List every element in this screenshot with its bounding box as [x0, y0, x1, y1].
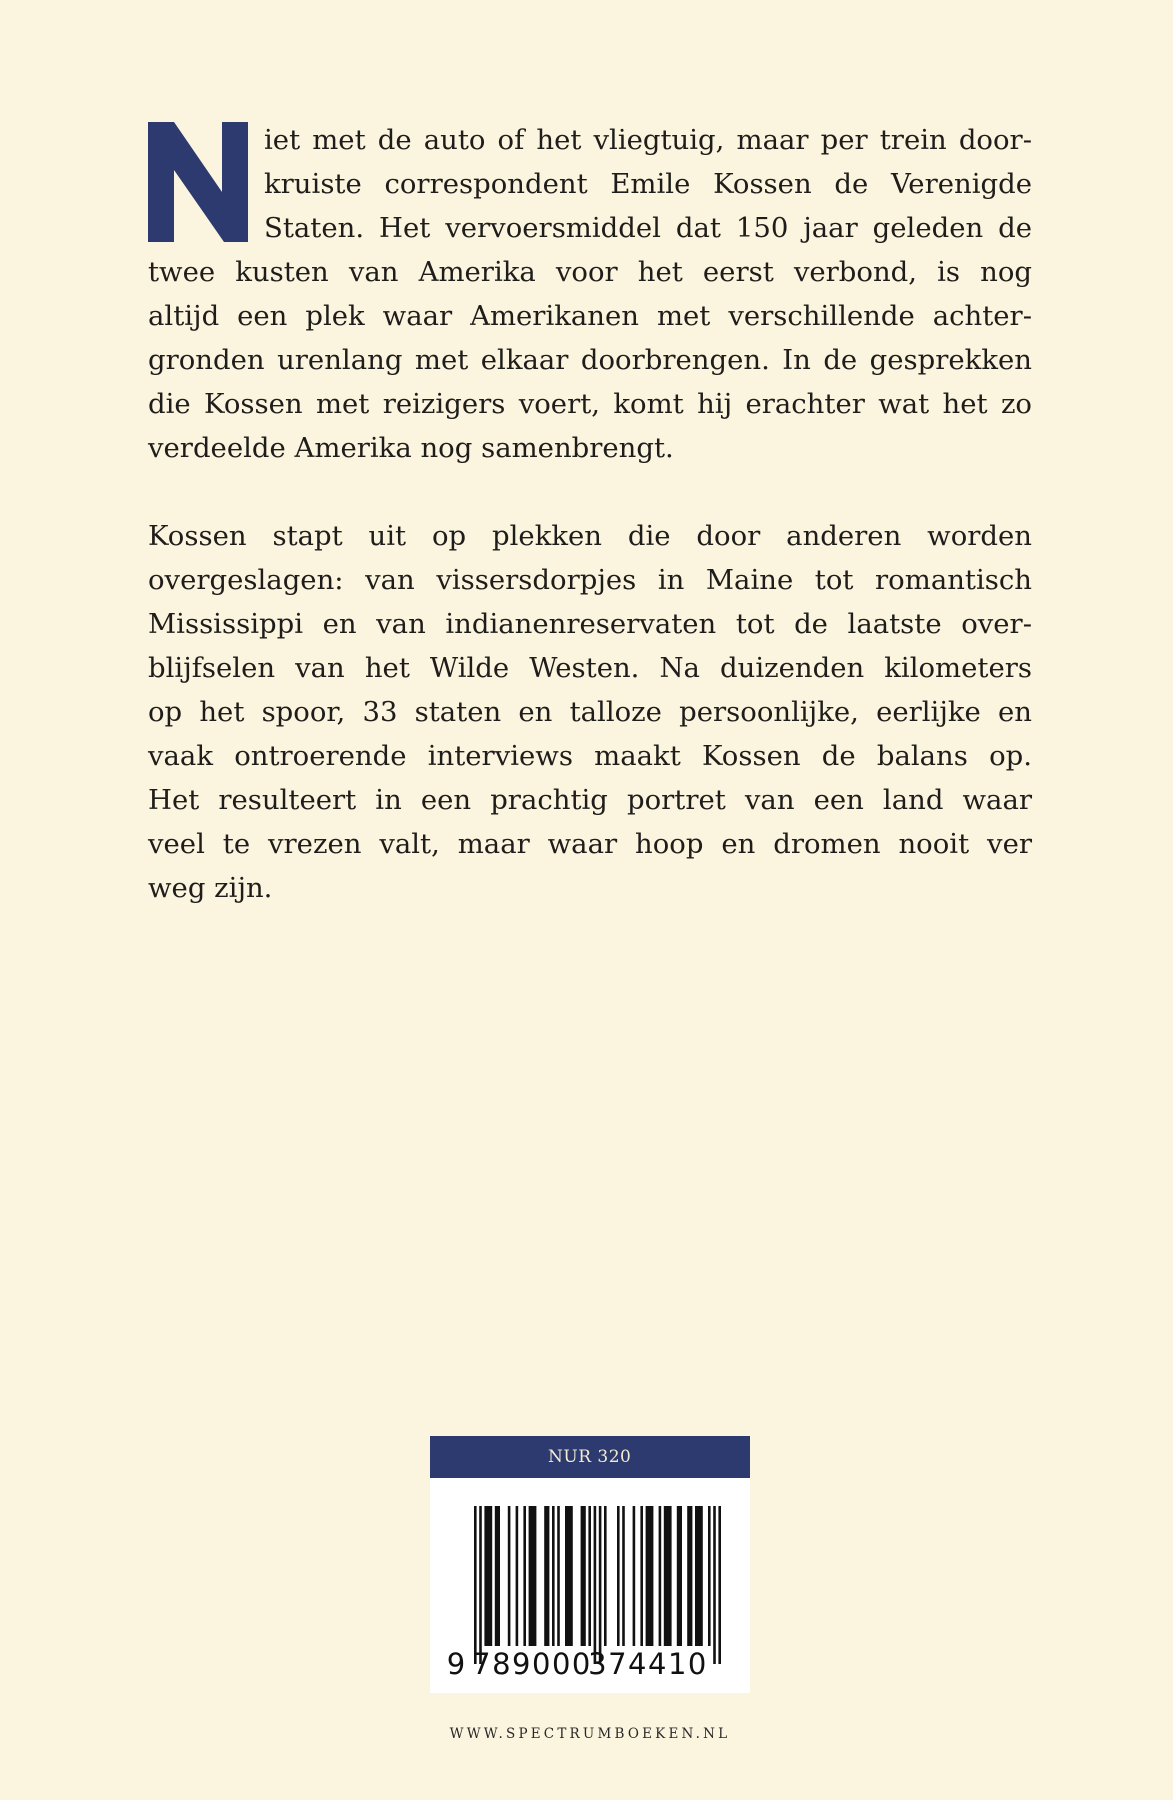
barcode-bar	[695, 1506, 703, 1646]
blurb-line: veel te vrezen valt, maar waar hoop en dromen nooit ver	[148, 828, 1032, 860]
barcode-bar	[565, 1506, 573, 1646]
barcode-guard-bar	[713, 1506, 716, 1664]
paragraph-2	[148, 514, 1032, 910]
nur-label-box	[430, 1436, 750, 1478]
barcode	[430, 1478, 750, 1693]
barcode-bar	[687, 1506, 692, 1646]
blurb-line: Mississippi en van indianenreservaten tot de laatste over-	[148, 608, 1032, 640]
back-cover-blurb	[148, 118, 1032, 910]
barcode-guard-bar	[718, 1506, 721, 1664]
barcode-bar	[552, 1506, 555, 1646]
blurb-line: op het spoor, 33 staten en talloze persoonlijke, eerlijke en	[148, 696, 1032, 728]
barcode-graphic	[430, 1478, 750, 1693]
barcode-guard-bar	[594, 1506, 597, 1664]
barcode-bar	[484, 1506, 492, 1646]
barcode-bar	[617, 1506, 620, 1646]
barcode-first-digit: 9	[446, 1647, 466, 1681]
barcode-bar	[544, 1506, 549, 1646]
blurb-line: Kossen stapt uit op plekken die door anderen worden	[148, 520, 1032, 552]
barcode-bar	[646, 1506, 654, 1646]
barcode-bar	[664, 1506, 672, 1646]
blurb-line: blijfselen van het Wilde Westen. Na duizenden kilometers	[148, 652, 1032, 684]
website-url: WWW.SPECTRUMBOEKEN.NL	[449, 1726, 731, 1742]
barcode-bar	[677, 1506, 682, 1646]
barcode-right-digits: 374410	[588, 1647, 708, 1681]
barcode-guard-bar	[474, 1506, 477, 1664]
barcode-bar	[622, 1506, 625, 1646]
barcode-left-digits: 789000	[472, 1647, 592, 1681]
paragraph-1	[148, 118, 1032, 470]
barcode-bar	[523, 1506, 526, 1646]
barcode-bar	[604, 1506, 607, 1646]
nur-label: NUR 320	[548, 1447, 632, 1467]
blurb-line: vaak ontroerende interviews maakt Kossen de balans op.	[148, 740, 1032, 772]
barcode-bar	[557, 1506, 560, 1646]
barcode-bar	[588, 1506, 591, 1646]
barcode-bar	[708, 1506, 711, 1646]
blurb-line: die Kossen met reizigers voert, komt hij erachter wat het zo	[148, 388, 1032, 420]
barcode-bar	[508, 1506, 511, 1646]
blurb-line: verdeelde Amerika nog samenbrengt.	[148, 432, 674, 464]
barcode-bar	[659, 1506, 662, 1646]
blurb-line: iet met de auto of het vliegtuig, maar per trein door-	[264, 124, 1032, 156]
blurb-line: gronden urenlang met elkaar doorbrengen. In de gesprekken	[148, 344, 1032, 376]
blurb-line: overgeslagen: van vissersdorpjes in Maine tot romantisch	[148, 564, 1032, 596]
barcode-guard-bar	[599, 1506, 602, 1664]
barcode-bar	[495, 1506, 500, 1646]
blurb-line: kruiste correspondent Emile Kossen de Verenigde	[264, 168, 1032, 200]
barcode-guard-bar	[479, 1506, 482, 1664]
blurb-line: twee kusten van Amerika voor het eerst verbond, is nog	[148, 256, 1032, 288]
barcode-bar	[581, 1506, 586, 1646]
blurb-line: weg zijn.	[148, 872, 273, 904]
barcode-bar	[529, 1506, 537, 1646]
blurb-line: altijd een plek waar Amerikanen met verschillende achter-	[148, 300, 1032, 332]
barcode-bar	[640, 1506, 643, 1646]
barcode-bar	[633, 1506, 636, 1646]
blurb-line: Staten. Het vervoersmiddel dat 150 jaar geleden de	[264, 212, 1032, 244]
blurb-line: Het resulteert in een prachtig portret van een land waar	[148, 784, 1032, 816]
barcode-bars	[474, 1506, 721, 1664]
barcode-bar	[516, 1506, 519, 1646]
